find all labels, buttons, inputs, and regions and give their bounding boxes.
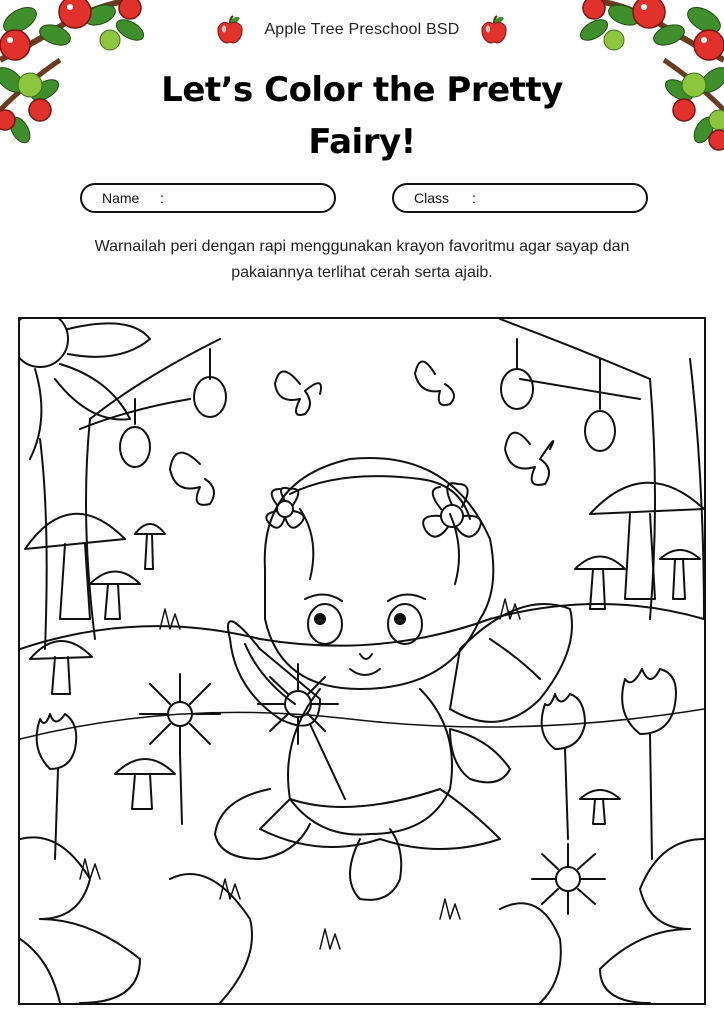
page-title: Let’s Color the Pretty Fairy! — [161, 70, 563, 162]
hair-flowers — [266, 483, 481, 536]
apple-icon — [478, 14, 510, 46]
name-label: Name — [102, 190, 140, 206]
tulips — [37, 669, 676, 859]
fairy-figure — [215, 458, 500, 900]
class-label: Class — [414, 190, 450, 206]
name-field[interactable] — [80, 183, 336, 213]
class-separator: : — [472, 190, 476, 206]
fairy-coloring-illustration — [20, 319, 704, 1003]
instructions-text: Warnailah peri dengan rapi menggunakan krayon favoritmu agar sayap dan pakaiannya terlihat cerah serta ajaib. — [94, 238, 630, 281]
big-flowers-bottom — [20, 837, 704, 1003]
school-header — [0, 14, 724, 46]
apple-icon — [214, 14, 246, 46]
school-name: Apple Tree Preschool BSD — [264, 21, 460, 38]
lanterns — [120, 339, 615, 467]
tree-left — [40, 339, 220, 649]
name-separator: : — [160, 190, 164, 206]
coloring-picture-frame — [18, 317, 706, 1005]
fairy-wings — [228, 604, 572, 782]
butterflies — [170, 362, 553, 505]
class-field[interactable] — [392, 183, 648, 213]
mushrooms — [25, 483, 704, 824]
